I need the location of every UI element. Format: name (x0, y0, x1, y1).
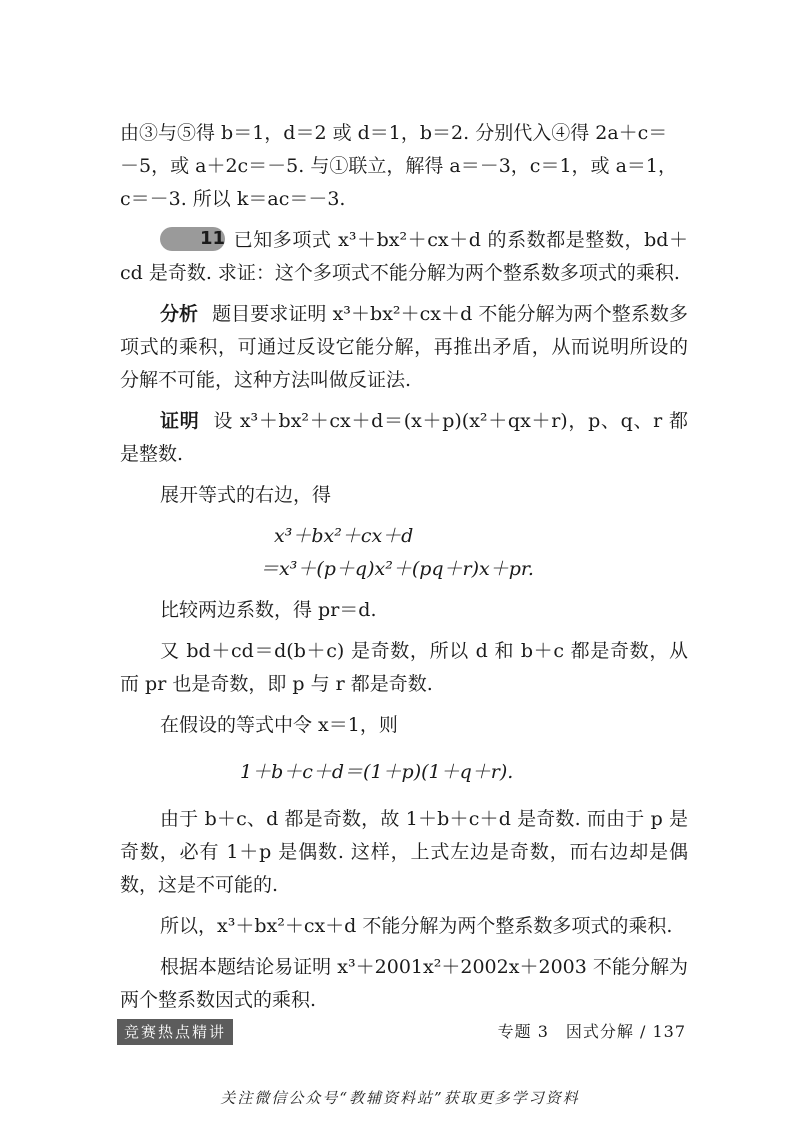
analysis-label: 分析 (160, 303, 199, 325)
analysis-text: 题目要求证明 x³＋bx²＋cx＋d 不能分解为两个整系数多项式的乘积，可通过反设它能分解，再推出矛盾，从而说明所设的分解不可能，这种方法叫做反证法. (120, 303, 688, 391)
continuation-line-2: －5，或 a＋2c＝－5. 与①联立，解得 a＝－3，c＝1，或 a＝1， (120, 155, 677, 177)
equation-line-2: ＝x³＋(p＋q)x²＋(pq＋r)x＋pr. (260, 558, 534, 580)
expansion-equation (120, 520, 688, 586)
expand-text: 展开等式的右边，得 (160, 484, 332, 506)
page-footer (470, 1019, 686, 1045)
proof-paragraph (120, 405, 688, 471)
continuation-text (120, 117, 688, 216)
proof-text: 设 x³＋bx²＋cx＋d＝(x＋p)(x²＋qx＋r)，p、q、r 都是整数. (120, 410, 688, 465)
continuation-line-1: 由③与⑤得 b＝1，d＝2 或 d＝1，b＝2. 分别代入④得 2a＋c＝ (120, 122, 668, 144)
problem-number-badge: 11 (160, 227, 225, 251)
problem-text: 已知多项式 x³＋bx²＋cx＋d 的系数都是整数，bd＋cd 是奇数. 求证：这个多项式不能分解为两个整系数多项式的乘积. (120, 229, 688, 284)
analysis-paragraph (120, 298, 688, 397)
odd-text: 又 bd＋cd＝d(b＋c) 是奇数，所以 d 和 b＋c 都是奇数，从而 pr 也是奇数，即 p 与 r 都是奇数. (120, 640, 688, 695)
problem-statement (120, 224, 688, 290)
continuation-line-3: c＝－3. 所以 k＝ac＝－3. (120, 188, 346, 210)
page-number: 137 (652, 1022, 686, 1041)
reason-text: 由于 b＋c、d 都是奇数，故 1＋b＋c＋d 是奇数. 而由于 p 是奇数，必有 1＋p 是偶数. 这样，上式左边是奇数，而右边却是偶数，这是不可能的. (120, 808, 688, 896)
section-badge: 竞赛热点精讲 (117, 1019, 233, 1045)
conclusion-text: 所以，x³＋bx²＋cx＋d 不能分解为两个整系数多项式的乘积. (160, 915, 673, 937)
assume-text: 在假设的等式中令 x＝1，则 (160, 714, 398, 736)
substitution-equation: 1＋b＋c＋d＝(1＋p)(1＋q＋r). (240, 761, 514, 783)
proof-label: 证明 (160, 410, 200, 432)
chapter-label: 专题 3 因式分解 / (497, 1022, 647, 1041)
equation-line-1: x³＋bx²＋cx＋d (274, 525, 414, 547)
compare-text: 比较两边系数，得 pr＝d. (160, 599, 377, 621)
page-body (120, 117, 688, 1025)
note-text: 根据本题结论易证明 x³＋2001x²＋2002x＋2003 不能分解为两个整系数因式的乘积. (120, 956, 688, 1011)
watermark-banner: 关注微信公众号“教辅资料站”获取更多学习资料 (220, 1089, 580, 1107)
